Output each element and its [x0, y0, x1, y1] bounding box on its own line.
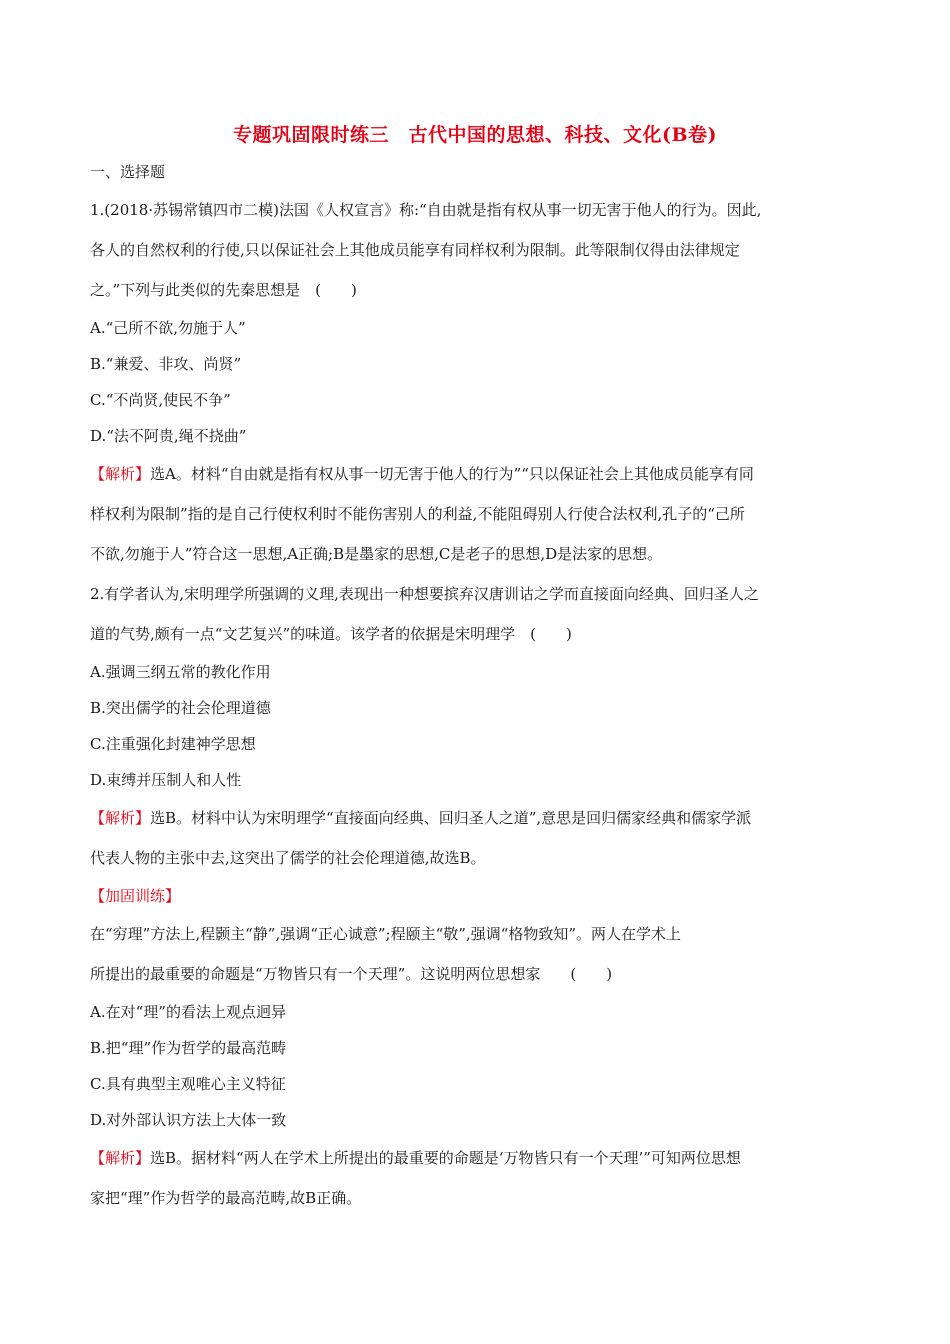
- document-page: [90, 118, 860, 1218]
- reinforcement-heading: [90, 878, 860, 914]
- analysis-line: [90, 454, 860, 494]
- question-2: [90, 574, 860, 878]
- analysis-tag: 【解析】: [90, 1149, 151, 1167]
- analysis-text: 选B。材料中认为宋明理学“直接面向经典、回归圣人之道”,意思是回归儒家经典和儒家学派: [150, 809, 752, 827]
- option-b: B.突出儒学的社会伦理道德: [90, 699, 271, 717]
- option-d: D.束缚并压制人和人性: [90, 771, 242, 789]
- section-heading: 一、选择题: [90, 163, 166, 181]
- analysis-line: 代表人物的主张中去,这突出了儒学的社会伦理道德,故选B。: [90, 849, 486, 867]
- analysis-text: 选B。据材料“两人在学术上所提出的最重要的命题是‘万物皆只有一个天理’”可知两位思想: [150, 1149, 741, 1167]
- option-c: C.注重强化封建神学思想: [90, 735, 256, 753]
- analysis-line: [90, 1138, 860, 1178]
- option-c: C.“不尚贤,使民不争”: [90, 391, 231, 409]
- document-title: 专题巩固限时练三 古代中国的思想、科技、文化(B卷): [232, 124, 718, 146]
- option-a: A.强调三纲五常的教化作用: [90, 663, 271, 681]
- question-stem-line: 各人的自然权利的行使,只以保证社会上其他成员能享有同样权利为限制。此等限制仅得由法律规定: [90, 241, 740, 259]
- question-stem-line: 在“穷理”方法上,程颢主“静”,强调“正心诚意”;程颐主“敬”,强调“格物致知”。两人在学术上: [90, 925, 682, 943]
- reinforcement-tag: 【加固训练】: [90, 887, 181, 905]
- analysis-line: 不欲,勿施于人”符合这一思想,A正确;B是墨家的思想,C是老子的思想,D是法家的思想。: [90, 545, 663, 563]
- analysis-line: [90, 798, 860, 838]
- analysis-text: 选A。材料“自由就是指有权从事一切无害于他人的行为”“只以保证社会上其他成员能享有同: [150, 465, 754, 483]
- option-a: A.在对“理”的看法上观点迥异: [90, 1003, 286, 1021]
- question-1: [90, 190, 860, 574]
- option-c: C.具有典型主观唯心主义特征: [90, 1075, 286, 1093]
- question-stem-line: 之。”下列与此类似的先秦思想是 ( ): [90, 281, 357, 299]
- option-d: D.“法不阿贵,绳不挠曲”: [90, 427, 247, 445]
- analysis-tag: 【解析】: [90, 809, 151, 827]
- option-b: B.把“理”作为哲学的最高范畴: [90, 1039, 287, 1057]
- analysis-tag: 【解析】: [90, 465, 151, 483]
- option-d: D.对外部认识方法上大体一致: [90, 1111, 287, 1129]
- analysis-line: 家把“理”作为哲学的最高范畴,故B正确。: [90, 1189, 362, 1207]
- analysis-line: 样权利为限制”指的是自己行使权利时不能伤害别人的利益,不能阻碍别人行使合法权利,孔子的“己所: [90, 505, 745, 523]
- option-a: A.“己所不欲,勿施于人”: [90, 319, 246, 337]
- question-stem-line: 道的气势,颇有一点“文艺复兴”的味道。该学者的依据是宋明理学 ( ): [90, 625, 572, 643]
- reinforcement-training: [90, 878, 860, 1218]
- question-stem-line: 1.(2018·苏锡常镇四市二模)法国《人权宣言》称:“自由就是指有权从事一切无害于他人的行为。因此,: [90, 201, 762, 219]
- question-stem-line: 所提出的最重要的命题是“万物皆只有一个天理”。这说明两位思想家 ( ): [90, 965, 613, 983]
- question-stem-line: 2.有学者认为,宋明理学所强调的义理,表现出一种想要摈弃汉唐训诂之学而直接面向经典、回归圣人之: [90, 585, 759, 603]
- option-b: B.“兼爱、非攻、尚贤”: [90, 355, 242, 373]
